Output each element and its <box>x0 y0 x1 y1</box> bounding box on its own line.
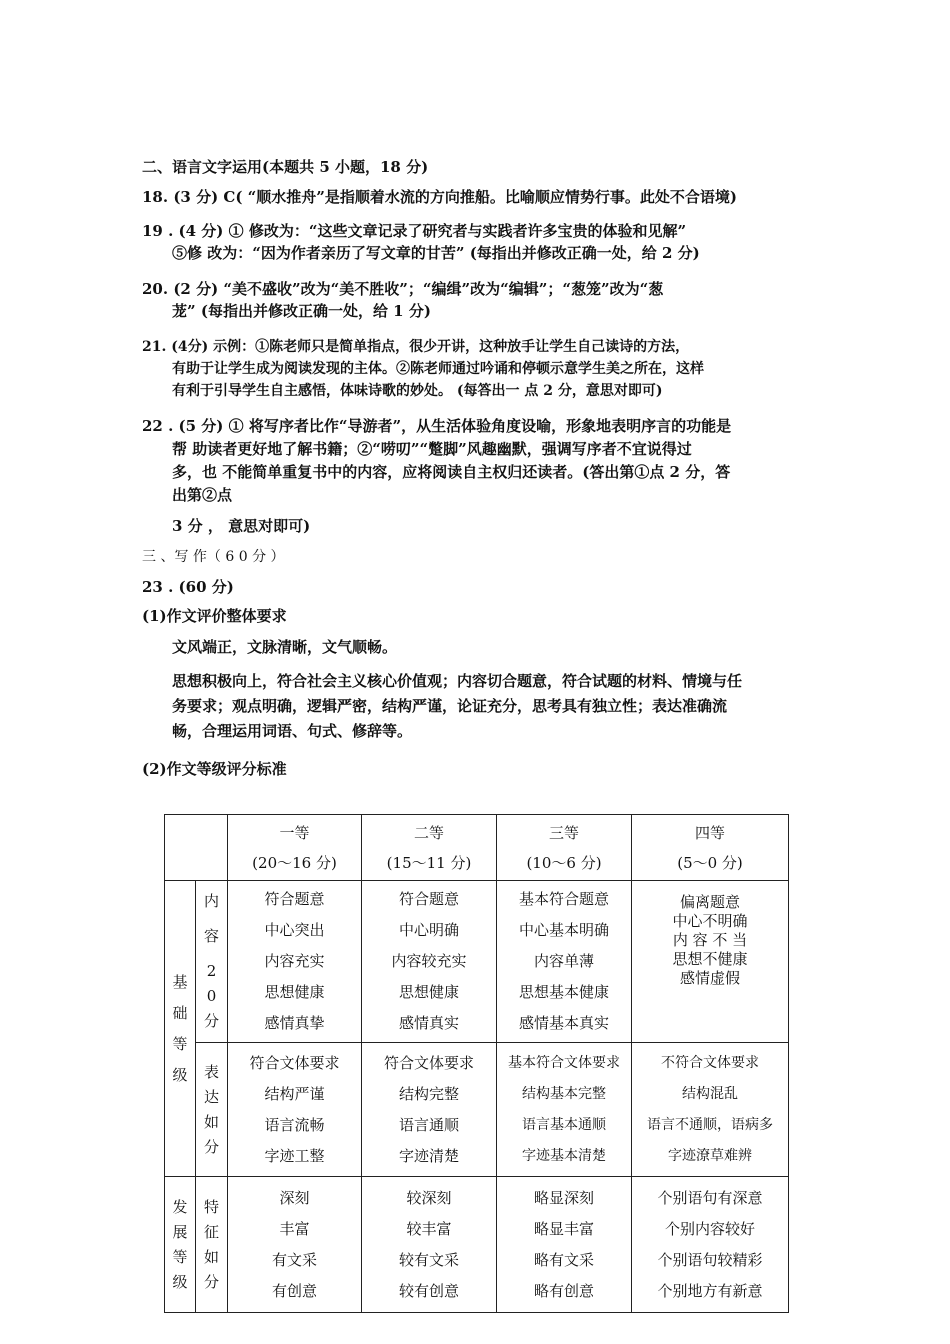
feature-grade-3 <box>497 1177 632 1313</box>
criterion: 中心基本明确 <box>518 921 609 939</box>
grade-3-header <box>497 815 632 881</box>
feature-label <box>196 1177 228 1313</box>
label-char: 展 <box>172 1222 188 1241</box>
label-char: 基 <box>172 972 188 991</box>
feature-grade-2 <box>362 1177 497 1313</box>
criterion: 较深刻 <box>406 1188 452 1207</box>
criterion: 不符合文体要求 <box>661 1054 759 1071</box>
criterion: 个别地方有新意 <box>657 1281 763 1300</box>
criterion: 感情真挚 <box>264 1014 325 1032</box>
criterion: 较有文采 <box>398 1250 459 1269</box>
q23-title: 23 . (60 分) <box>142 578 234 596</box>
grade-range: (20～16 分) <box>252 853 337 872</box>
q19-answer-line2: ⑤修 改为：“因为作者亲历了写文章的甘苦” (每指出并修改正确一处，给 2 分) <box>172 244 700 262</box>
grade-1-header <box>228 815 362 881</box>
criterion: 结构混乱 <box>682 1085 738 1102</box>
criterion: 内容单薄 <box>533 952 594 970</box>
label-char: 2 <box>206 962 217 980</box>
criterion: 中心明确 <box>398 921 459 939</box>
label-char: 发 <box>172 1197 188 1216</box>
criterion: 有文采 <box>271 1250 317 1269</box>
label-char: 级 <box>172 1065 188 1084</box>
criterion: 感情基本真实 <box>518 1014 609 1032</box>
criterion: 思想健康 <box>264 983 325 1001</box>
label-char: 0 <box>206 987 217 1005</box>
criterion: 字迹清楚 <box>398 1146 459 1165</box>
criterion: 结构完整 <box>398 1084 459 1103</box>
development-row <box>165 1177 789 1313</box>
label-char: 础 <box>172 1003 188 1022</box>
label-char: 征 <box>203 1222 219 1241</box>
corner-cell <box>165 815 228 881</box>
essay-requirements-p2-line1: 思想积极向上，符合社会主义核心价值观；内容切合题意，符合试题的材料、情境与任 <box>172 672 743 690</box>
content-grade-3 <box>497 881 632 1043</box>
grade-2-header <box>362 815 497 881</box>
criterion: 略有文采 <box>533 1250 594 1269</box>
criterion: 字迹工整 <box>264 1146 325 1165</box>
criterion: 字迹潦草难辨 <box>668 1147 752 1164</box>
criterion: 个别语句较精彩 <box>657 1250 763 1269</box>
criterion: 感情虚假 <box>679 969 740 987</box>
essay-requirements-p2-line3: 畅，合理运用词语、句式、修辞等。 <box>172 722 413 740</box>
criterion: 个别语句有深意 <box>657 1188 763 1207</box>
q22-answer-line2: 帮 助读者更好地了解书籍；②“唠叨”“蹩脚”风趣幽默，强调写序者不宜说得过 <box>172 440 692 458</box>
q21-answer-line2: 有助于让学生成为阅读发现的主体。②陈老师通过吟诵和停顿示意学生美之所在，这样 <box>172 361 704 377</box>
section2-title: 二、语言文字运用(本题共 5 小题，18 分) <box>142 158 429 176</box>
feature-grade-1 <box>228 1177 362 1313</box>
grade-range: (10～6 分) <box>526 853 602 872</box>
q22-answer-line4: 出第②点 <box>172 486 233 504</box>
content-grade-2 <box>362 881 497 1043</box>
expression-label <box>196 1043 228 1177</box>
q21-answer-line1: 21. (4分) 示例：①陈老师只是简单指点，很少开讲，这种放手让学生自己读诗的方法， <box>142 339 690 355</box>
label-char: 容 <box>203 927 219 945</box>
label-char: 如 <box>203 1112 219 1131</box>
section3-title: 三 、写 作（ 6 0 分 ） <box>142 549 285 565</box>
criterion: 略有创意 <box>533 1281 594 1300</box>
criterion: 内 容 不 当 <box>672 931 748 949</box>
content-label <box>196 881 228 1043</box>
criterion: 思想不健康 <box>672 950 748 968</box>
label-char: 分 <box>203 1272 219 1291</box>
label-char: 特 <box>203 1197 219 1216</box>
q22-answer-line1: 22 . (5 分) ① 将写序者比作“导游者”，从生活体验角度设喻，形象地表明序言的功能是 <box>142 417 732 435</box>
grading-standard-title: (2)作文等级评分标准 <box>142 760 287 778</box>
criterion: 基本符合题意 <box>518 890 609 908</box>
q21-answer-line3: 有利于引导学生自主感悟，体味诗歌的妙处。 (每答出一 点 2 分，意思对即可) <box>172 383 663 399</box>
criterion: 中心不明确 <box>672 912 748 930</box>
criterion: 感情真实 <box>398 1014 459 1032</box>
criterion: 深刻 <box>279 1188 310 1207</box>
expression-grade-2 <box>362 1043 497 1177</box>
q19-answer-line1: 19 . (4 分) ① 修改为：“这些文章记录了研究者与实践者许多宝贵的体验和见解” <box>142 222 687 240</box>
label-char: 等 <box>172 1034 188 1053</box>
criterion: 语言通顺 <box>398 1115 459 1134</box>
essay-requirements-title: (1)作文评价整体要求 <box>142 607 287 625</box>
label-char: 内 <box>203 892 219 910</box>
criterion: 符合题意 <box>264 890 325 908</box>
basic-level-label <box>165 881 196 1177</box>
criterion: 符合文体要求 <box>383 1053 474 1072</box>
essay-requirements-p2-line2: 务要求；观点明确，逻辑严密，结构严谨，论证充分，思考具有独立性；表达准确流 <box>172 697 728 715</box>
grade-name: 二等 <box>413 823 444 842</box>
essay-requirements-p1: 文风端正，文脉清晰，文气顺畅。 <box>172 638 398 656</box>
criterion: 略显丰富 <box>533 1219 594 1238</box>
criterion: 结构基本完整 <box>522 1085 606 1102</box>
grade-name: 四等 <box>694 823 725 842</box>
feature-grade-4 <box>632 1177 789 1313</box>
expression-row <box>165 1043 789 1177</box>
criterion: 思想健康 <box>398 983 459 1001</box>
criterion: 偏离题意 <box>679 893 740 911</box>
criterion: 有创意 <box>271 1281 317 1300</box>
criterion: 思想基本健康 <box>518 983 609 1001</box>
grade-range: (15～11 分) <box>386 853 472 872</box>
criterion: 基本符合文体要求 <box>508 1054 620 1071</box>
q22-answer-line5: 3 分 ， 意思对即可) <box>172 517 311 535</box>
criterion: 内容充实 <box>264 952 325 970</box>
criterion: 丰富 <box>279 1219 310 1238</box>
criterion: 语言基本通顺 <box>522 1116 606 1133</box>
label-char: 表 <box>203 1062 219 1081</box>
label-char: 级 <box>172 1272 188 1291</box>
criterion: 符合文体要求 <box>249 1053 340 1072</box>
q18-answer: 18. (3 分) C( “顺水推舟”是指顺着水流的方向推船。比喻顺应情势行事。此处不合语境) <box>142 188 738 206</box>
q22-answer-line3: 多，也 不能简单重复书中的内容，应将阅读自主权归还读者。(答出第①点 2 分，答 <box>172 463 731 481</box>
grading-table <box>164 814 789 1313</box>
grade-name: 三等 <box>548 823 579 842</box>
content-grade-1 <box>228 881 362 1043</box>
label-char: 分 <box>203 1012 219 1030</box>
label-char: 达 <box>203 1087 219 1106</box>
expression-grade-4 <box>632 1043 789 1177</box>
table-header-row <box>165 815 789 881</box>
expression-grade-3 <box>497 1043 632 1177</box>
criterion: 语言不通顺，语病多 <box>647 1116 773 1133</box>
criterion: 语言流畅 <box>264 1115 325 1134</box>
criterion: 较丰富 <box>406 1219 452 1238</box>
label-char: 等 <box>172 1247 188 1266</box>
criterion: 字迹基本清楚 <box>522 1147 606 1164</box>
expression-grade-1 <box>228 1043 362 1177</box>
content-grade-4 <box>632 881 789 1043</box>
content-row <box>165 881 789 1043</box>
label-char: 分 <box>203 1137 219 1156</box>
q20-answer-line1: 20. (2 分) “美不盛收”改为“美不胜收”；“编缉”改为“编辑”；“葱笼”改为“葱 <box>142 280 664 298</box>
criterion: 较有创意 <box>398 1281 459 1300</box>
criterion: 略显深刻 <box>533 1188 594 1207</box>
criterion: 符合题意 <box>398 890 459 908</box>
criterion: 内容较充实 <box>391 952 467 970</box>
criterion: 个别内容较好 <box>664 1219 755 1238</box>
q20-answer-line2: 茏” (每指出并修改正确一处，给 1 分) <box>172 302 431 320</box>
criterion: 结构严谨 <box>264 1084 325 1103</box>
criterion: 中心突出 <box>264 921 325 939</box>
grade-4-header <box>632 815 789 881</box>
development-level-label <box>165 1177 196 1313</box>
label-char: 如 <box>203 1247 219 1266</box>
grade-name: 一等 <box>279 823 310 842</box>
grade-range: (5～0 分) <box>677 853 743 872</box>
